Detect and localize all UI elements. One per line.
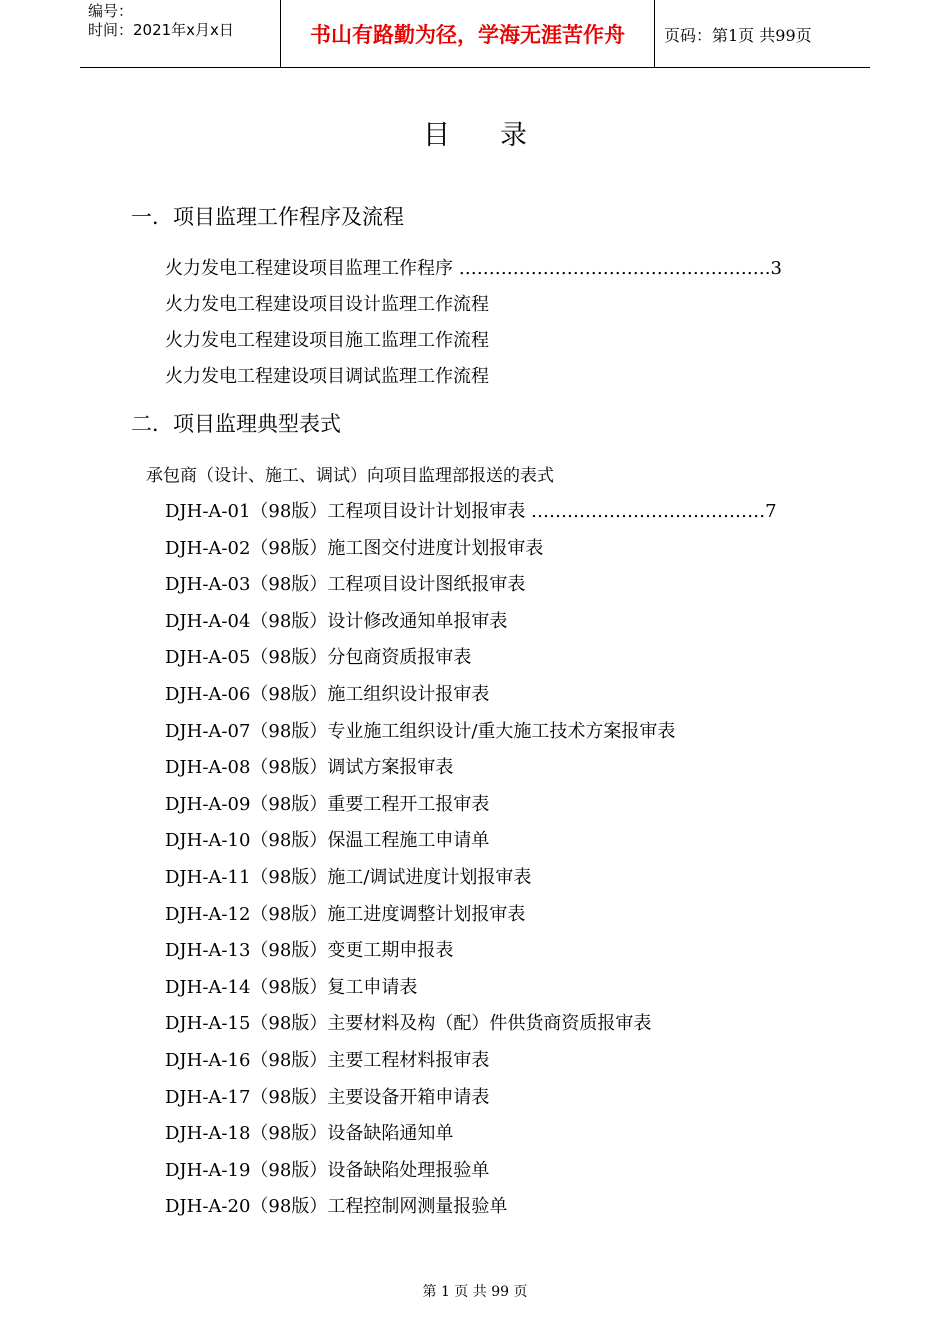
section2-heading: 二．项目监理典型表式 [131, 412, 341, 436]
header-motto: 书山有路勤为径，学海无涯苦作舟 [281, 0, 655, 68]
toc-entry[interactable] [165, 790, 489, 816]
page-footer: 第 1 页 共 99 页 [422, 1284, 528, 1300]
toc-entry[interactable] [165, 973, 417, 999]
time-label: 时间：2021年x月x日 [88, 21, 234, 39]
toc-entry-text: DJH-A-14（98版）复工申请表 [165, 976, 418, 998]
toc-entry-text: DJH-A-11（98版）施工/调试进度计划报审表 [165, 867, 532, 888]
toc-page-number: .3 [764, 258, 782, 279]
page-header [80, 0, 870, 68]
toc-entry-text: 火力发电工程建设项目施工监理工作流程 [165, 330, 489, 351]
toc-entry-text: DJH-A-05（98版）分包商资质报审表 [165, 647, 472, 669]
toc-entry-text: DJH-A-03（98版）工程项目设计图纸报审表 [165, 574, 526, 596]
number-label: 编号： [88, 2, 134, 20]
toc-entry[interactable] [165, 717, 675, 743]
toc-entry[interactable] [165, 753, 453, 779]
toc-entry[interactable] [165, 863, 531, 889]
toc-entry[interactable] [165, 1009, 651, 1035]
toc-entry[interactable] [165, 326, 489, 352]
toc-entry-text: 火力发电工程建设项目调试监理工作流程 [165, 366, 489, 387]
toc-entry-text: DJH-A-15（98版）主要材料及构（配）件供货商资质报审表 [165, 1013, 652, 1035]
toc-entry[interactable] [165, 570, 525, 596]
section1-heading: 一．项目监理工作程序及流程 [131, 205, 404, 229]
toc-entry-text: DJH-A-16（98版）主要工程材料报审表 [165, 1050, 490, 1071]
toc-entry[interactable] [165, 1083, 489, 1109]
toc-entry-text: 火力发电工程建设项目监理工作程序 [165, 258, 453, 279]
toc-entry[interactable] [165, 643, 471, 669]
toc-entry-text: DJH-A-18（98版）设备缺陷通知单 [165, 1123, 454, 1145]
toc-entry[interactable] [165, 1119, 453, 1145]
toc-entry[interactable] [165, 1192, 507, 1218]
toc-entry[interactable] [165, 900, 525, 926]
toc-entry[interactable] [165, 362, 489, 388]
toc-entry[interactable] [165, 497, 777, 523]
toc-entry[interactable] [165, 290, 489, 316]
toc-entry[interactable] [165, 254, 782, 280]
toc-entry-text: DJH-A-06（98版）施工组织设计报审表 [165, 684, 490, 705]
toc-entry[interactable] [165, 680, 489, 706]
toc-entry-text: 火力发电工程建设项目设计监理工作流程 [165, 294, 489, 315]
toc-leader-dots: ……………………………… [525, 501, 748, 522]
toc-leader-dots: …………………………………………… [453, 258, 765, 279]
toc-entry[interactable] [165, 1046, 489, 1072]
toc-entry[interactable] [165, 826, 489, 852]
header-meta [80, 0, 281, 68]
toc-entry-text: DJH-A-09（98版）重要工程开工报审表 [165, 793, 490, 815]
toc-entry-text: DJH-A-01（98版）工程项目设计计划报审表 [165, 501, 526, 522]
toc-entry-text: DJH-A-12（98版）施工进度调整计划报审表 [165, 903, 526, 925]
header-page-info: 页码：第1页 共99页 [664, 25, 812, 45]
toc-entry-text: DJH-A-08（98版）调试方案报审表 [165, 757, 454, 779]
toc-entry[interactable] [165, 607, 507, 633]
toc-entry[interactable] [165, 1156, 489, 1182]
toc-entry[interactable] [165, 936, 453, 962]
section2-subheading: 承包商（设计、施工、调试）向项目监理部报送的表式 [146, 466, 554, 486]
toc-page-number: …7 [747, 501, 777, 522]
toc-entry-text: DJH-A-17（98版）主要设备开箱申请表 [165, 1086, 490, 1108]
toc-entry-text: DJH-A-19（98版）设备缺陷处理报验单 [165, 1159, 490, 1181]
toc-entry-text: DJH-A-13（98版）变更工期申报表 [165, 940, 454, 962]
page-title: 目录 [423, 120, 577, 151]
toc-entry-text: DJH-A-02（98版）施工图交付进度计划报审表 [165, 537, 544, 559]
toc-entry[interactable] [165, 534, 543, 560]
toc-entry-text: DJH-A-10（98版）保温工程施工申请单 [165, 830, 490, 852]
toc-entry-text: DJH-A-04（98版）设计修改通知单报审表 [165, 610, 508, 632]
toc-entry-text: DJH-A-20（98版）工程控制网测量报验单 [165, 1196, 508, 1218]
toc-entry-text: DJH-A-07（98版）专业施工组织设计/重大施工技术方案报审表 [165, 720, 676, 742]
